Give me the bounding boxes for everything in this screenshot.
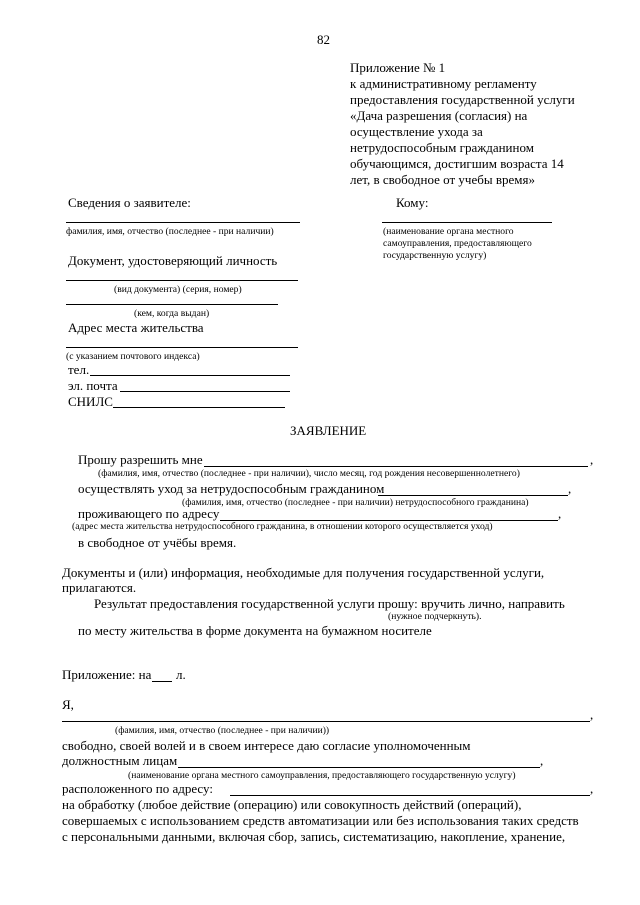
appendix-line: Приложение № 1: [350, 60, 446, 75]
issued-caption: (кем, когда выдан): [134, 308, 210, 319]
consent-performed: совершаемых с использованием средств автоматизации или без использования таких средств: [62, 813, 579, 828]
free-time-text: в свободное от учёбы время.: [78, 535, 237, 550]
minor-caption: (фамилия, имя, отчество (последнее - при наличии), число месяц, год рождения несовершеннолетнего): [98, 468, 520, 479]
id-document-label: Документ, удостоверяющий личность: [68, 253, 278, 268]
residing-caption: (адрес места жительства нетрудоспособного гражданина, в отношении которого осуществляется уход): [72, 521, 493, 532]
fio-field-line[interactable]: [66, 222, 300, 223]
appendix-line: лет, в свободное от учебы время»: [350, 172, 535, 187]
minor-field-line[interactable]: [204, 466, 588, 467]
consent-fio-caption: (фамилия, имя, отчество (последнее - при наличии)): [115, 725, 330, 736]
document-field-line[interactable]: [66, 280, 298, 281]
request-prefix: Прошу разрешить мне: [78, 452, 203, 467]
recipient-field-line[interactable]: [382, 222, 552, 223]
statement-title: ЗАЯВЛЕНИЕ: [290, 423, 367, 438]
consent-ya: Я,: [62, 697, 74, 712]
snils-label: СНИЛС: [68, 394, 113, 409]
address-label: Адрес места жительства: [68, 320, 204, 335]
citizen-field-line[interactable]: [378, 495, 568, 496]
consent-processing: на обработку (любое действие (операцию) или совокупность действий (операций),: [62, 797, 522, 812]
fio-caption: фамилия, имя, отчество (последнее - при наличии): [66, 226, 274, 237]
docs-line-2: прилагаются.: [62, 580, 137, 595]
care-suffix: ,: [568, 481, 572, 496]
consent-fio-line[interactable]: [62, 721, 590, 722]
appendix-line: нетрудоспособным гражданином: [350, 140, 534, 155]
document-caption: (вид документа) (серия, номер): [114, 284, 242, 295]
delivery-line: по месту жительства в форме документа на бумажном носителе: [78, 623, 432, 638]
officials-prefix: должностным лицам: [62, 753, 178, 768]
applicant-heading: Сведения о заявителе:: [68, 195, 191, 210]
residing-suffix: ,: [558, 506, 562, 521]
consent-personal: с персональными данными, включая сбор, запись, систематизацию, накопление, хранение,: [62, 829, 566, 844]
postal-caption: (с указанием почтового индекса): [66, 351, 200, 362]
page-number: 82: [317, 32, 330, 47]
appendix-line: обучающимся, достигшим возраста 14: [350, 156, 564, 171]
located-prefix: расположенного по адресу:: [62, 781, 213, 796]
appendix-line: «Дача разрешения (согласия) на: [350, 108, 528, 123]
attachment-suffix: л.: [176, 667, 186, 682]
issued-field-line[interactable]: [66, 304, 278, 305]
recipient-caption: (наименование органа местного: [383, 226, 514, 237]
docs-line-1: Документы и (или) информация, необходимые для получения государственной услуги,: [62, 565, 545, 580]
organ-caption: (наименование органа местного самоуправления, предоставляющего государственную услугу): [128, 770, 516, 781]
citizen-caption: (фамилия, имя, отчество (последнее - при наличии) нетрудоспособного гражданина): [182, 497, 529, 508]
residing-text: проживающего по адресу: [78, 506, 220, 521]
phone-label: тел.: [68, 362, 90, 377]
appendix-line: к административному регламенту: [350, 76, 537, 91]
snils-field-line[interactable]: [113, 407, 285, 408]
appendix-line: осуществление ухода за: [350, 124, 483, 139]
recipient-caption: государственную услугу): [383, 250, 487, 261]
appendix-line: предоставления государственной услуги: [350, 92, 575, 107]
attachment-count-line[interactable]: [152, 681, 172, 682]
phone-field-line[interactable]: [90, 375, 290, 376]
care-text: осуществлять уход за нетрудоспособным гражданином: [78, 481, 385, 496]
consent-line-1: свободно, своей волей и в своем интересе даю согласие уполномоченным: [62, 738, 471, 753]
result-line: Результат предоставления государственной услуги прошу: вручить лично, направить: [94, 596, 565, 611]
attachment-prefix: Приложение: на: [62, 667, 152, 682]
located-field-line[interactable]: [230, 795, 590, 796]
recipient-caption: самоуправления, предоставляющего: [383, 238, 532, 249]
recipient-heading: Кому:: [396, 195, 429, 210]
address-field-line[interactable]: [66, 347, 298, 348]
underline-caption: (нужное подчеркнуть).: [388, 611, 482, 622]
email-field-line[interactable]: [120, 391, 290, 392]
officials-field-line[interactable]: [178, 767, 540, 768]
email-label: эл. почта: [68, 378, 118, 393]
